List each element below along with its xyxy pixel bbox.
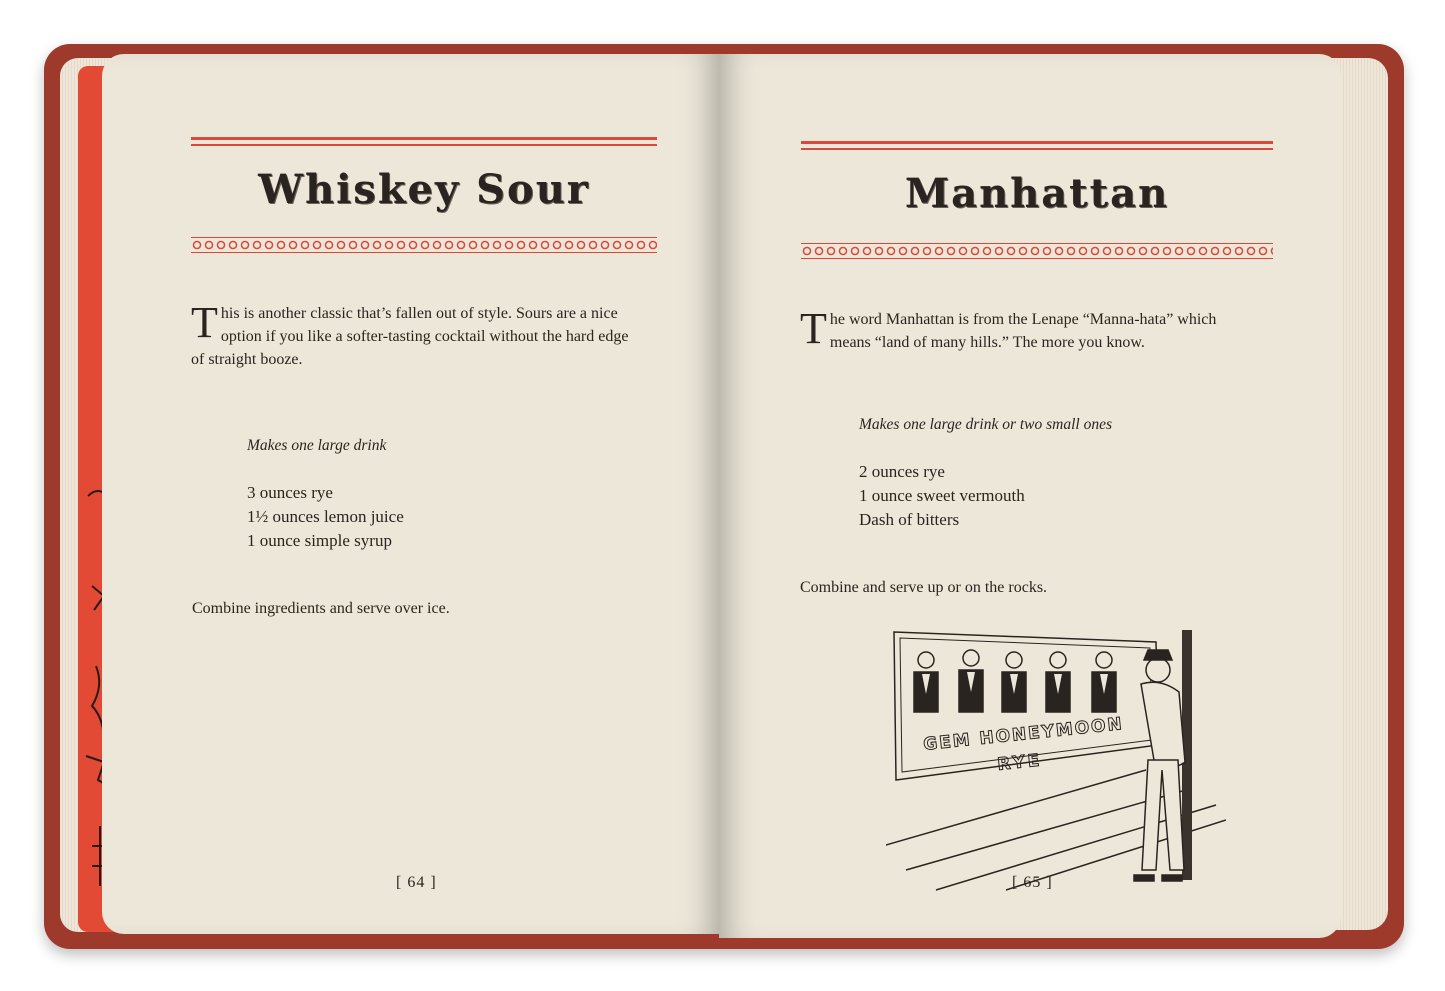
right-ingredient-item: 2 ounces rye — [859, 462, 945, 481]
right-ornament-band — [801, 243, 1273, 259]
right-top-rule — [801, 141, 1273, 150]
left-intro-text: his is another classic that’s fallen out of style. Sours are a nice option if you like a softer-tasting cocktail without the hard edge of straight booze. — [191, 305, 629, 368]
left-ingredient-item: 3 ounces rye — [247, 483, 333, 502]
left-page-title: Whiskey Sour — [258, 166, 590, 213]
right-instructions: Combine and serve up or on the rocks. — [800, 579, 1048, 596]
right-intro-text: he word Manhattan is from the Lenape “Manna-hata” which means “land of many hills.” The more you know. — [829, 311, 1217, 351]
left-page-number: [ 64 ] — [396, 874, 437, 891]
left-drop-cap: T — [191, 298, 218, 347]
right-ingredient-item: Dash of bitters — [859, 510, 960, 529]
right-page-number: [ 65 ] — [1012, 874, 1053, 891]
left-top-rule — [191, 137, 657, 146]
right-intro-paragraph — [800, 304, 1240, 354]
right-drop-cap: T — [800, 304, 827, 353]
left-instructions: Combine ingredients and serve over ice. — [192, 600, 450, 617]
billboard-text-line1: GEM HONEYMOON — [922, 714, 1125, 755]
left-makes-note: Makes one large drink — [247, 437, 387, 454]
right-makes-note: Makes one large drink or two small ones — [859, 416, 1112, 433]
billboard-text-line2: RYE — [996, 750, 1044, 775]
right-ingredient-list — [859, 460, 1025, 532]
vintage-illustration — [886, 620, 1226, 895]
left-ingredient-item: 1½ ounces lemon juice — [247, 507, 404, 526]
right-page-title: Manhattan — [904, 170, 1170, 217]
left-intro-paragraph — [191, 298, 636, 371]
left-ingredient-item: 1 ounce simple syrup — [247, 531, 392, 550]
left-ingredient-list — [247, 481, 404, 553]
left-ornament-band — [191, 237, 657, 253]
right-ingredient-item: 1 ounce sweet vermouth — [859, 486, 1025, 505]
